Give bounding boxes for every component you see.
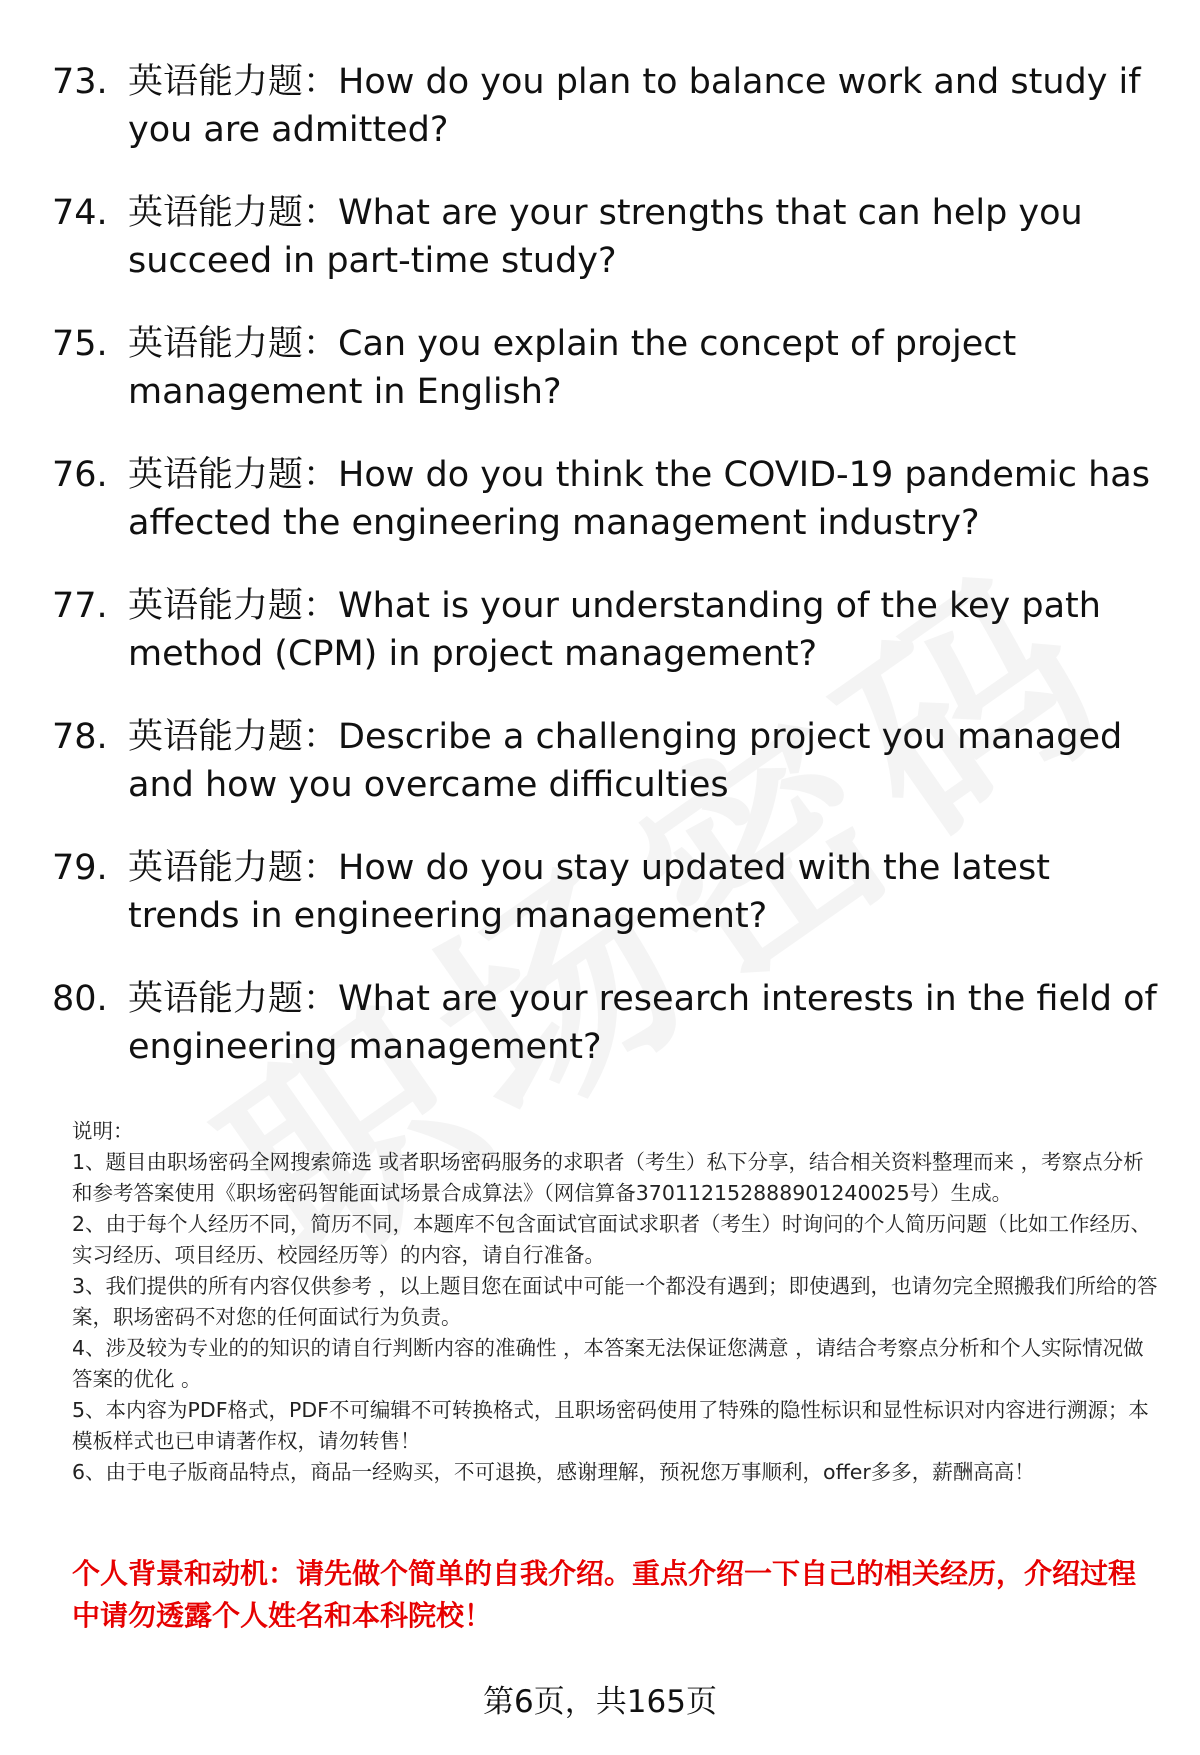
question-prefix: 英语能力题：	[128, 193, 339, 233]
question-number: 73.	[52, 62, 108, 102]
question-body	[128, 320, 1162, 416]
note-item: 1、题目由职场密码全网搜索筛选 或者职场密码服务的求职者（考生）私下分享，结合相关资料整理而来 ，考察点分析和参考答案使用《职场密码智能面试场景合成算法》（网信算备370112152888901240025号）生成。	[72, 1150, 1144, 1205]
question-text: Can you explain the concept of project management in English?	[128, 324, 1017, 412]
question-number: 80.	[52, 979, 108, 1019]
question-item	[52, 582, 1162, 678]
question-prefix: 英语能力题：	[128, 324, 339, 364]
question-body	[128, 844, 1162, 940]
question-text: Describe a challenging project you managed and how you overcame difficulties	[128, 717, 1123, 805]
question-text: How do you plan to balance work and study if you are admitted?	[128, 62, 1141, 150]
note-item: 6、由于电子版商品特点，商品一经购买，不可退换，感谢理解，预祝您万事顺利，offer多多，薪酬高高！	[72, 1460, 1035, 1484]
question-prefix: 英语能力题：	[128, 62, 339, 102]
notes-section	[72, 1116, 1162, 1488]
question-list	[52, 58, 1162, 1106]
question-text: What is your understanding of the key path method (CPM) in project management?	[128, 586, 1101, 674]
question-body	[128, 451, 1162, 547]
page-footer: 第6页，共165页	[483, 1684, 717, 1720]
question-item	[52, 58, 1162, 154]
note-item: 2、由于每个人经历不同，简历不同，本题库不包含面试官面试求职者（考生）时询问的个人简历问题（比如工作经历、实习经历、项目经历、校园经历等）的内容，请自行准备。	[72, 1212, 1152, 1267]
question-text: How do you think the COVID-19 pandemic has affected the engineering management industry?	[128, 455, 1150, 543]
question-prefix: 英语能力题：	[128, 717, 339, 757]
note-item: 4、涉及较为专业的的知识的请自行判断内容的准确性 ，本答案无法保证您满意 ，请结合考察点分析和个人实际情况做答案的优化 。	[72, 1336, 1144, 1391]
question-item	[52, 320, 1162, 416]
question-number: 74.	[52, 193, 108, 233]
question-item	[52, 451, 1162, 547]
question-item	[52, 844, 1162, 940]
question-prefix: 英语能力题：	[128, 586, 339, 626]
question-number: 78.	[52, 717, 108, 757]
question-body	[128, 713, 1162, 809]
question-prefix: 英语能力题：	[128, 848, 339, 888]
question-item	[52, 713, 1162, 809]
note-item: 5、本内容为PDF格式，PDF不可编辑不可转换格式，且职场密码使用了特殊的隐性标识和显性标识对内容进行溯源；本模板样式也已申请著作权，请勿转售！	[72, 1398, 1149, 1453]
question-text: What are your research interests in the field of engineering management?	[128, 979, 1157, 1067]
question-item	[52, 975, 1162, 1071]
question-body	[128, 582, 1162, 678]
question-body	[128, 189, 1162, 285]
note-item: 3、我们提供的所有内容仅供参考 ，以上题目您在面试中可能一个都没有遇到；即使遇到，也请勿完全照搬我们所给的答案，职场密码不对您的任何面试行为负责。	[72, 1274, 1158, 1329]
question-number: 76.	[52, 455, 108, 495]
question-item	[52, 189, 1162, 285]
notes-title: 说明：	[72, 1119, 134, 1143]
question-number: 75.	[52, 324, 108, 364]
question-prefix: 英语能力题：	[128, 455, 339, 495]
question-prefix: 英语能力题：	[128, 979, 339, 1019]
question-number: 79.	[52, 848, 108, 888]
question-text: What are your strengths that can help you succeed in part-time study?	[128, 193, 1083, 281]
question-text: How do you stay updated with the latest trends in engineering management?	[128, 848, 1050, 936]
question-number: 77.	[52, 586, 108, 626]
question-body	[128, 975, 1162, 1071]
highlight-question: 个人背景和动机：请先做个简单的自我介绍。重点介绍一下自己的相关经历，介绍过程中请勿透露个人姓名和本科院校！	[72, 1557, 1137, 1632]
question-body	[128, 58, 1162, 154]
